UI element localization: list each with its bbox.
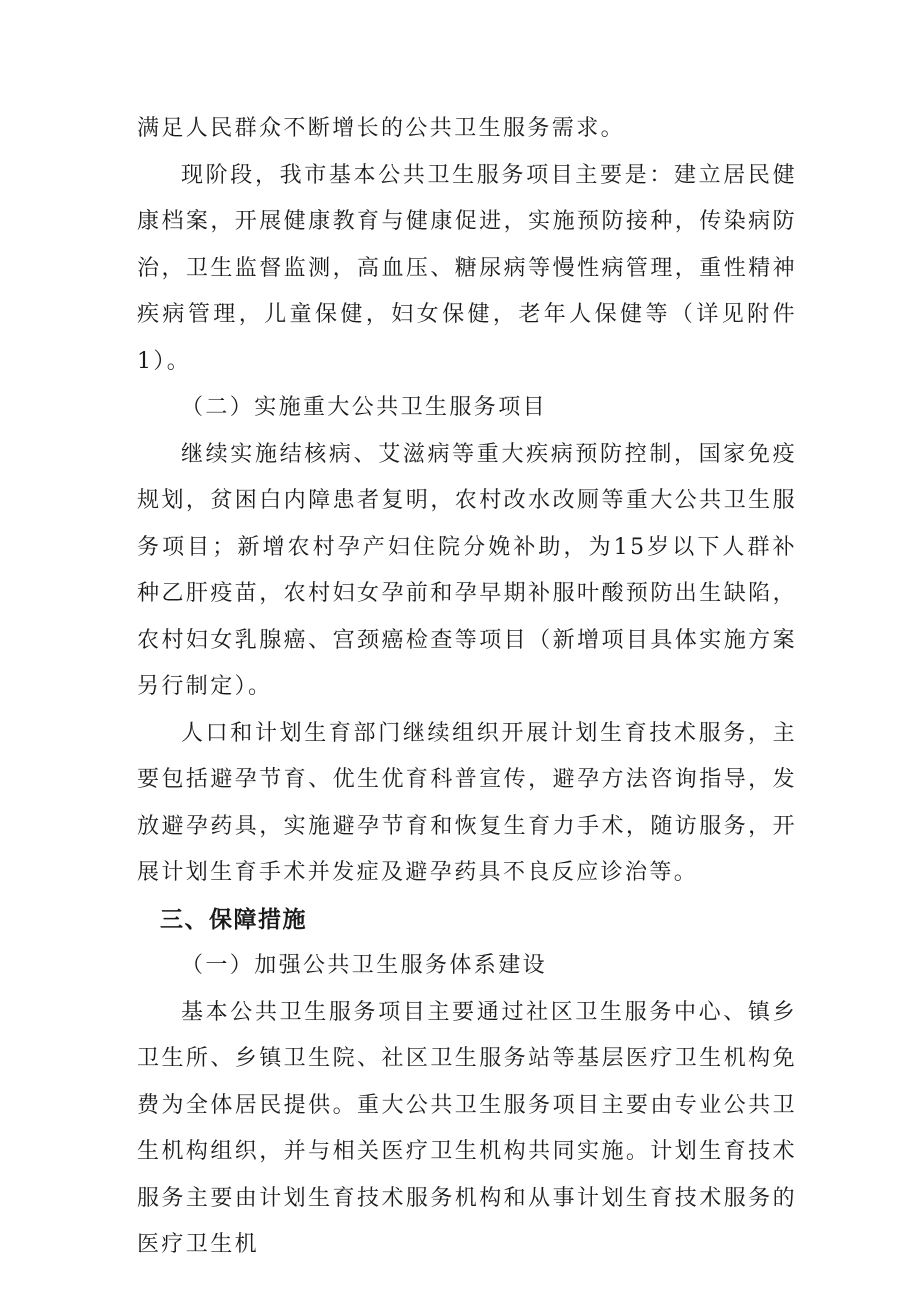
paragraph-family-planning: 人口和计划生育部门继续组织开展计划生育技术服务，主要包括避孕节育、优生优育科普宣传，避孕方法咨询指导，发放避孕药具，实施避孕节育和恢复生育力手术，随访服务，开展计划生育手术并发症及避孕药具不良反应诊治等。 [137,720,797,885]
heading-section-three: 三、保障措施 [160,906,307,933]
document-body [137,106,797,1269]
heading-major-projects: （二）实施重大公共卫生服务项目 [181,395,548,420]
paragraph-system-building: 基本公共卫生服务项目主要通过社区卫生服务中心、镇乡卫生所、乡镇卫生院、社区卫生服务站等基层医疗卫生机构免费为全体居民提供。重大公共卫生服务项目主要由专业公共卫生机构组织，并与相关医疗卫生机构共同实施。计划生育技术服务主要由计划生育技术服务机构和从事计划生育技术服务的医疗卫生机 [137,999,797,1257]
heading-system-building: （一）加强公共卫生服务体系建设 [181,953,548,978]
paragraph-basic-projects: 现阶段，我市基本公共卫生服务项目主要是：建立居民健康档案，开展健康教育与健康促进，实施预防接种，传染病防治，卫生监督监测，高血压、糖尿病等慢性病管理，重性精神疾病管理，儿童保健，妇女保健，老年人保健等（详见附件1）。 [137,162,797,374]
paragraph-major-projects: 继续实施结核病、艾滋病等重大疾病预防控制，国家免疫规划，贫困白内障患者复明，农村改水改厕等重大公共卫生服务项目；新增农村孕产妇住院分娩补助，为15岁以下人群补种乙肝疫苗，农村妇女孕前和孕早期补服叶酸预防出生缺陷，农村妇女乳腺癌、宫颈癌检查等项目（新增项目具体实施方案另行制定）。 [137,441,797,699]
paragraph-continuation: 满足人民群众不断增长的公共卫生服务需求。 [137,116,626,141]
